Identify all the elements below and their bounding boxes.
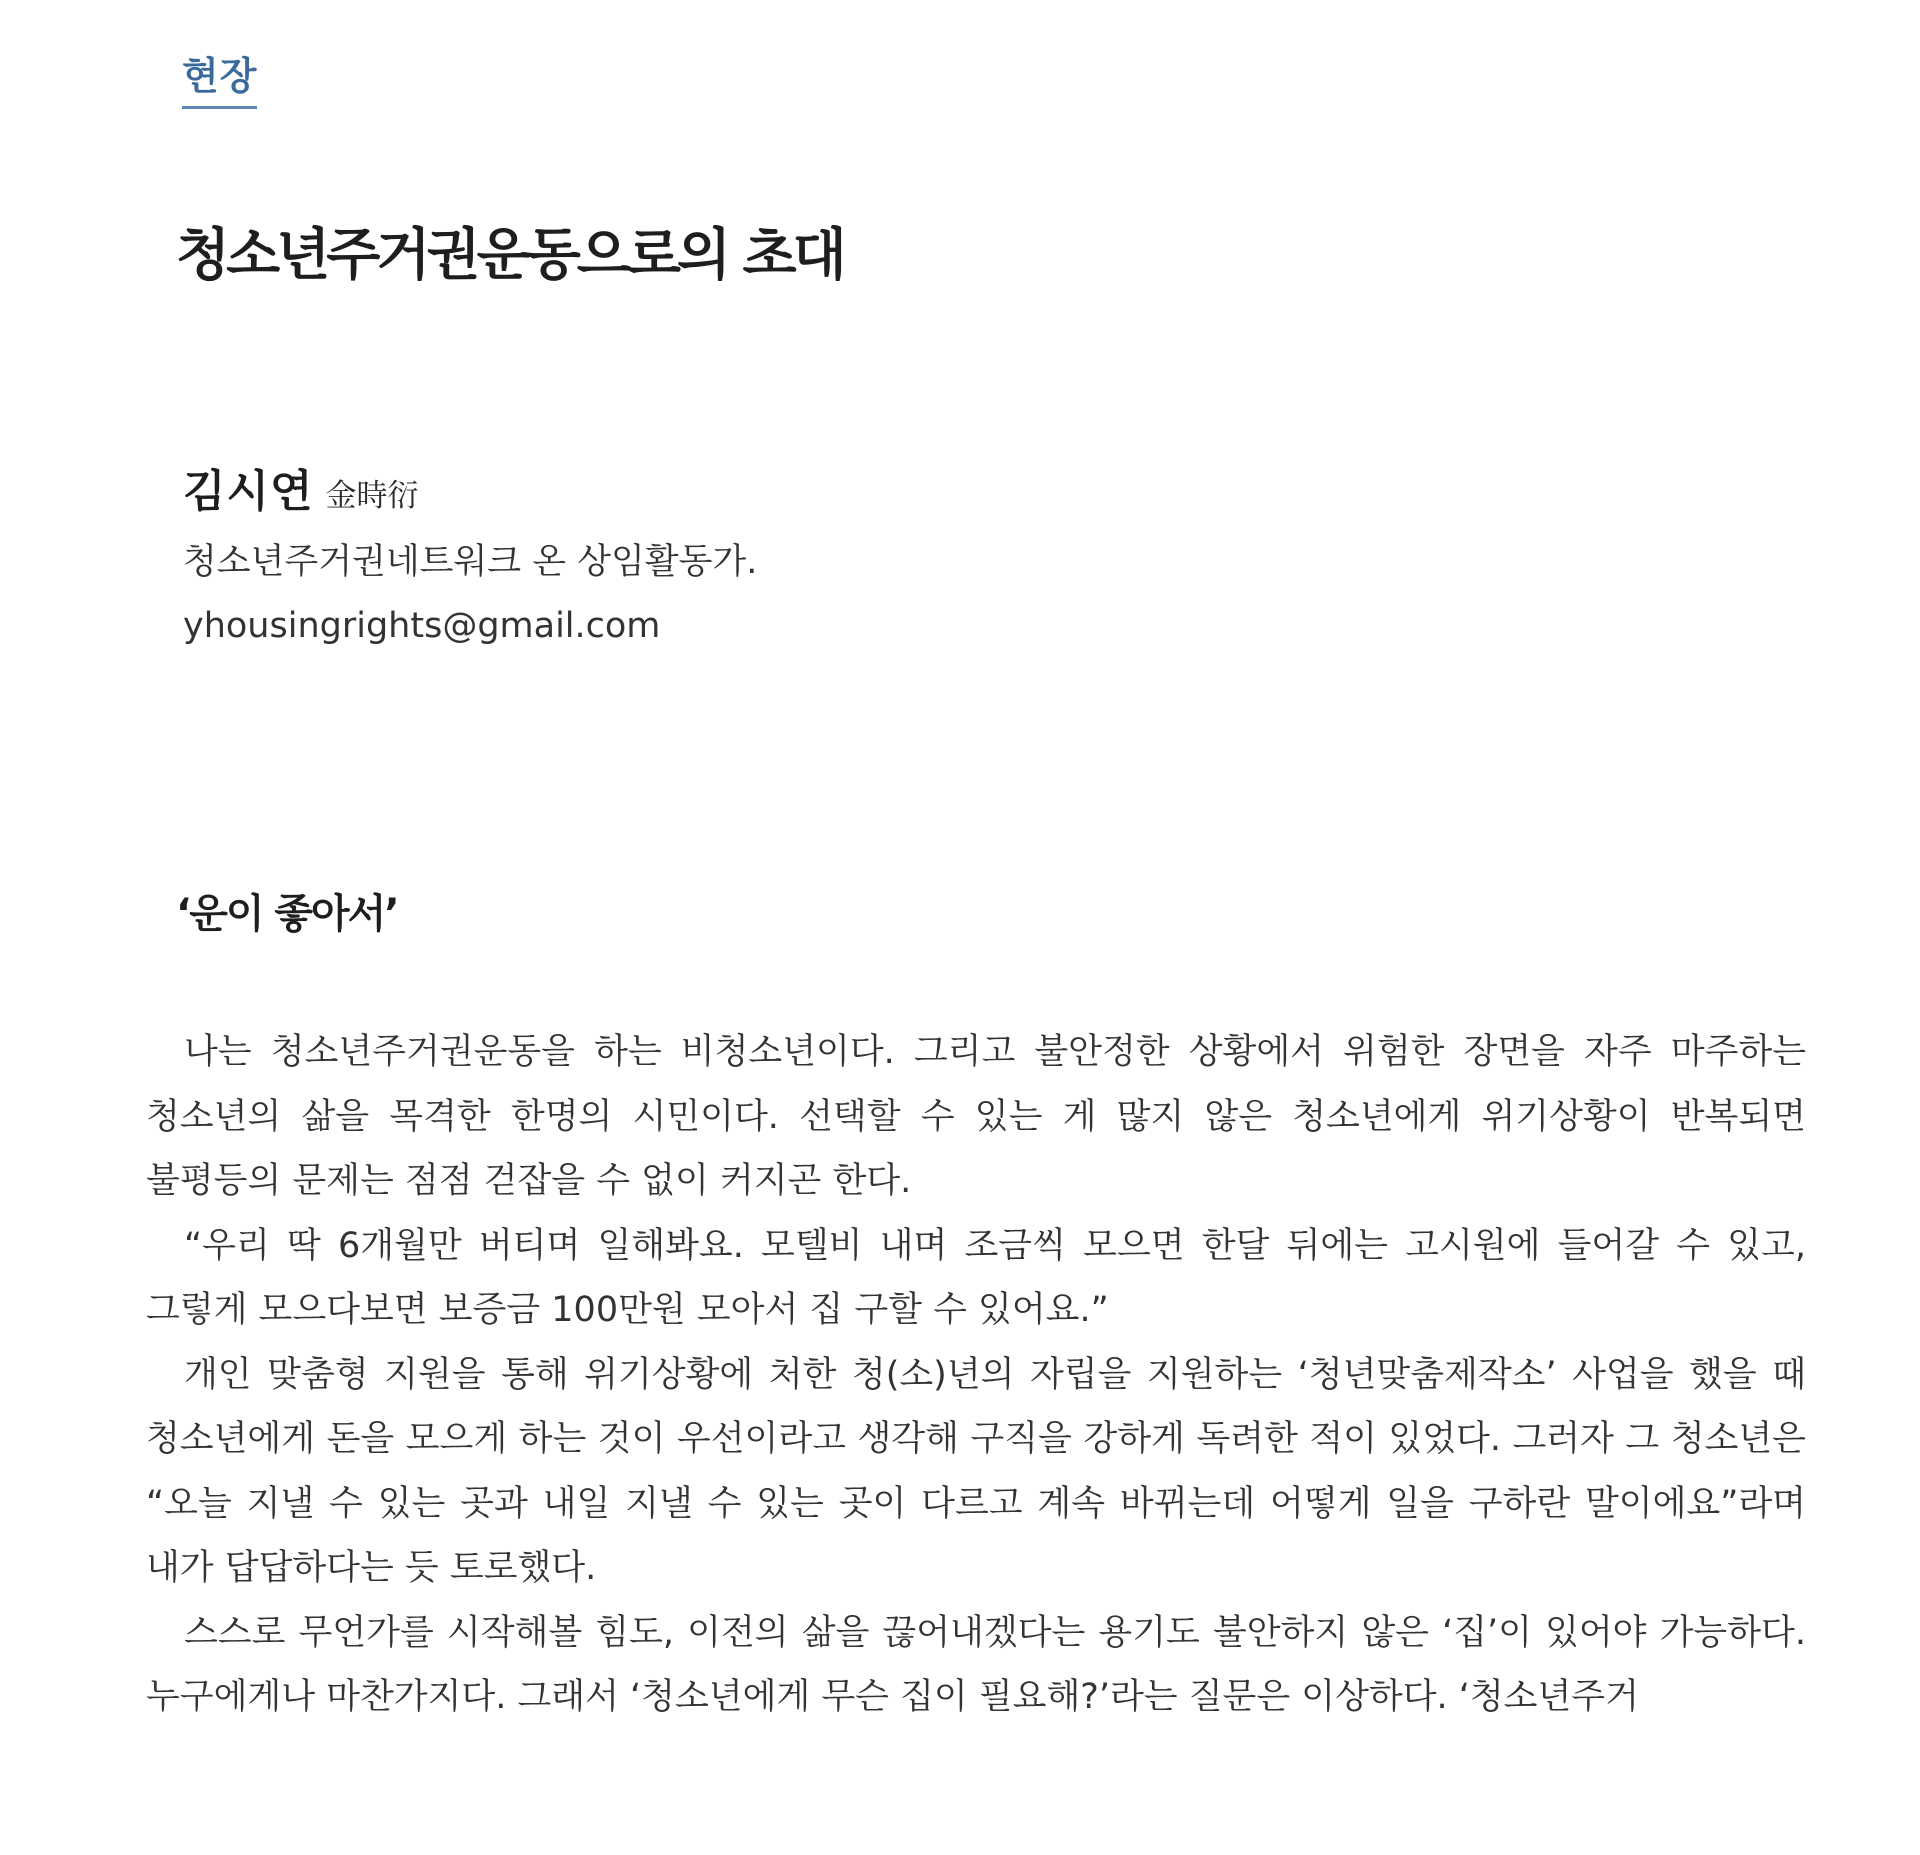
author-email: yhousingrights@gmail.com: [183, 606, 661, 646]
article-title: 청소년주거권운동으로의 초대: [176, 223, 843, 288]
section-label: 현장: [182, 48, 257, 109]
author-hanja-name: 金時衍: [325, 478, 419, 514]
author-name: 김시연: [183, 466, 314, 517]
body-paragraph: 스스로 무언가를 시작해볼 힘도, 이전의 삶을 끊어내겠다는 용기도 불안하지 않은 ‘집’이 있어야 가능하다. 누구에게나 마찬가지다. 그래서 ‘청소년에게 무슨 집이 필요해?’라는 질문은 이상하다. ‘청소년주거: [146, 1612, 1806, 1717]
section-subheading: ‘운이 좋아서’: [176, 891, 398, 937]
author-block: [183, 456, 757, 658]
body-paragraph: 나는 청소년주거권운동을 하는 비청소년이다. 그리고 불안정한 상황에서 위험한 장면을 자주 마주하는 청소년의 삶을 목격한 한명의 시민이다. 선택할 수 있는 게 많지 않은 청소년에게 위기상황이 반복되면 불평등의 문제는 점점 걷잡을 수 없이 커지곤 한다.: [146, 1032, 1806, 1201]
author-name-line: [183, 456, 757, 528]
author-role: 청소년주거권네트워크 온 상임활동가.: [183, 542, 758, 582]
body-paragraph: 개인 맞춤형 지원을 통해 위기상황에 처한 청(소)년의 자립을 지원하는 ‘청년맞춤제작소’ 사업을 했을 때 청소년에게 돈을 모으게 하는 것이 우선이라고 생각해 구직을 강하게 독려한 적이 있었다. 그러자 그 청소년은 “오늘 지낼 수 있는 곳과 내일 지낼 수 있는 곳이 다르고 계속 바뀌는데 어떻게 일을 구하란 말이에요”라며 내가 답답하다는 듯 토로했다.: [146, 1354, 1806, 1588]
article-body: [146, 1020, 1806, 1730]
body-paragraph: “우리 딱 6개월만 버티며 일해봐요. 모텔비 내며 조금씩 모으면 한달 뒤에는 고시원에 들어갈 수 있고, 그렇게 모으다보면 보증금 100만원 모아서 집 구할 수 있어요.”: [146, 1225, 1806, 1330]
